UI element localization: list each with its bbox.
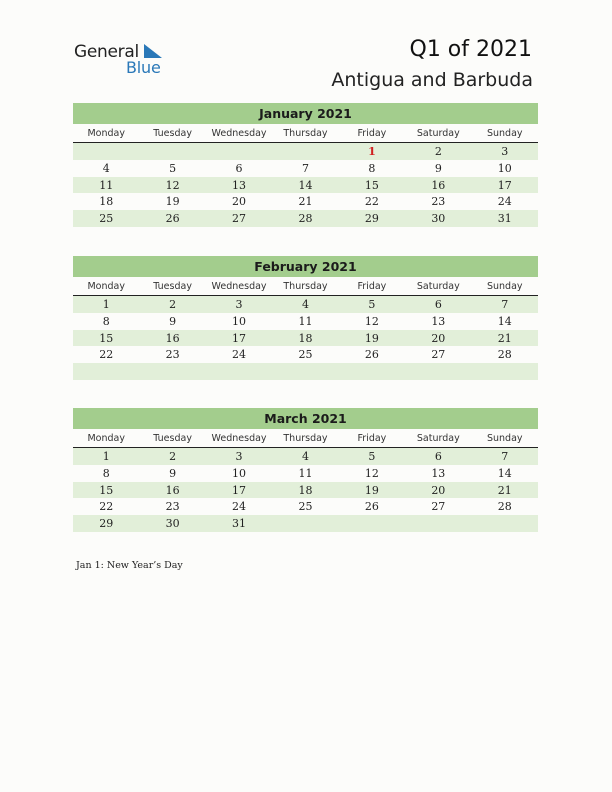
day-cell: 10	[232, 314, 247, 328]
day-cell	[272, 515, 338, 532]
day-cell: 20	[232, 195, 247, 209]
country-name: Antigua and Barbuda	[331, 69, 533, 91]
day-cell: 28	[497, 348, 512, 362]
day-cell: 7	[501, 298, 509, 311]
week-row	[73, 160, 538, 177]
day-cell	[73, 363, 139, 380]
day-cell	[405, 515, 471, 532]
day-cell: 21	[298, 195, 313, 209]
day-cell: 18	[99, 195, 114, 209]
day-cell: 17	[497, 178, 512, 192]
month-calendar-january	[73, 103, 538, 227]
day-cell: 21	[497, 483, 512, 497]
week-row	[73, 313, 538, 330]
week-row	[73, 177, 538, 194]
week-row	[73, 296, 538, 313]
day-cell: 31	[232, 517, 247, 531]
day-cell: 26	[364, 348, 379, 362]
day-cell: 18	[298, 483, 313, 497]
weekday-label: Monday	[87, 433, 125, 444]
day-cell: 31	[497, 212, 512, 226]
day-cell: 9	[169, 314, 177, 328]
day-cell: 7	[301, 161, 309, 175]
day-cell: 11	[99, 178, 114, 192]
day-cell: 22	[99, 348, 114, 362]
day-cell: 6	[235, 161, 243, 175]
weekday-label: Wednesday	[211, 433, 267, 444]
day-cell: 3	[501, 145, 509, 158]
day-cell: 5	[368, 298, 376, 311]
day-cell: 19	[165, 195, 180, 209]
day-cell: 30	[431, 212, 446, 226]
day-cell: 8	[102, 314, 110, 328]
day-cell: 4	[102, 161, 110, 175]
month-title: February 2021	[73, 256, 538, 277]
day-cell	[272, 143, 338, 160]
day-cell	[339, 515, 405, 532]
day-cell: 19	[364, 483, 379, 497]
weekday-label: Monday	[87, 281, 125, 292]
day-cell: 15	[99, 483, 114, 497]
day-cell: 12	[364, 314, 379, 328]
day-cell: 1	[368, 145, 376, 158]
weekday-label: Saturday	[416, 433, 460, 444]
day-cell: 9	[434, 161, 442, 175]
weekday-label: Wednesday	[211, 128, 267, 139]
day-cell: 26	[364, 500, 379, 514]
weekday-header-row	[73, 124, 538, 143]
day-cell: 6	[434, 298, 442, 311]
week-row	[73, 346, 538, 363]
day-cell: 24	[232, 500, 247, 514]
weekday-label: Friday	[357, 433, 387, 444]
month-title: March 2021	[73, 408, 538, 429]
day-cell: 23	[431, 195, 446, 209]
day-cell: 13	[431, 466, 446, 480]
day-cell: 20	[431, 483, 446, 497]
weekday-label: Saturday	[416, 281, 460, 292]
week-rows	[73, 143, 538, 227]
day-cell	[206, 363, 272, 380]
day-cell: 8	[368, 161, 376, 175]
day-cell: 29	[364, 212, 379, 226]
day-cell: 22	[364, 195, 379, 209]
day-cell: 10	[232, 466, 247, 480]
day-cell: 19	[364, 331, 379, 345]
day-cell: 20	[431, 331, 446, 345]
weekday-label: Sunday	[486, 128, 523, 139]
logo-word-general: General	[74, 42, 139, 62]
week-row	[73, 465, 538, 482]
month-title: January 2021	[73, 103, 538, 124]
day-cell: 14	[497, 466, 512, 480]
day-cell: 11	[298, 466, 313, 480]
weekday-label: Thursday	[283, 433, 328, 444]
holiday-note: Jan 1: New Year’s Day	[76, 560, 183, 571]
day-cell: 17	[232, 331, 247, 345]
day-cell	[139, 363, 205, 380]
weekday-label: Friday	[357, 281, 387, 292]
day-cell: 4	[301, 298, 309, 311]
weekday-label: Thursday	[283, 128, 328, 139]
week-rows	[73, 448, 538, 532]
day-cell: 3	[235, 450, 243, 463]
weekday-label: Sunday	[486, 433, 523, 444]
day-cell: 15	[99, 331, 114, 345]
day-cell	[472, 515, 538, 532]
day-cell: 23	[165, 500, 180, 514]
day-cell: 28	[497, 500, 512, 514]
day-cell	[339, 363, 405, 380]
day-cell: 23	[165, 348, 180, 362]
day-cell: 25	[298, 348, 313, 362]
day-cell: 3	[235, 298, 243, 311]
day-cell: 10	[497, 161, 512, 175]
weekday-label: Sunday	[486, 281, 523, 292]
week-row	[73, 193, 538, 210]
week-row	[73, 448, 538, 465]
day-cell: 27	[431, 348, 446, 362]
day-cell: 1	[102, 450, 110, 463]
month-calendar-march	[73, 408, 538, 532]
day-cell: 27	[232, 212, 247, 226]
week-row	[73, 498, 538, 515]
day-cell: 7	[501, 450, 509, 463]
day-cell: 18	[298, 331, 313, 345]
day-cell: 30	[165, 517, 180, 531]
day-cell: 9	[169, 466, 177, 480]
day-cell: 26	[165, 212, 180, 226]
day-cell: 2	[169, 450, 177, 463]
weekday-label: Thursday	[283, 281, 328, 292]
weekday-label: Tuesday	[153, 433, 192, 444]
day-cell: 1	[102, 298, 110, 311]
week-row	[73, 515, 538, 532]
month-calendar-february	[73, 256, 538, 380]
day-cell	[272, 363, 338, 380]
weekday-label: Saturday	[416, 128, 460, 139]
day-cell: 6	[434, 450, 442, 463]
day-cell: 15	[364, 178, 379, 192]
day-cell: 2	[434, 145, 442, 158]
day-cell: 12	[364, 466, 379, 480]
day-cell	[206, 143, 272, 160]
day-cell: 13	[232, 178, 247, 192]
day-cell: 16	[165, 331, 180, 345]
day-cell: 28	[298, 212, 313, 226]
day-cell	[405, 363, 471, 380]
logo-word-blue: Blue	[126, 58, 161, 77]
day-cell: 22	[99, 500, 114, 514]
day-cell: 21	[497, 331, 512, 345]
week-row	[73, 363, 538, 380]
day-cell: 5	[169, 161, 177, 175]
weekday-label: Friday	[357, 128, 387, 139]
day-cell: 24	[497, 195, 512, 209]
day-cell: 27	[431, 500, 446, 514]
day-cell: 12	[165, 178, 180, 192]
week-row	[73, 143, 538, 160]
generalblue-logo	[74, 42, 174, 78]
day-cell: 8	[102, 466, 110, 480]
day-cell: 24	[232, 348, 247, 362]
day-cell	[472, 363, 538, 380]
weekday-header-row	[73, 429, 538, 448]
day-cell: 29	[99, 517, 114, 531]
day-cell	[73, 143, 139, 160]
weekday-label: Monday	[87, 128, 125, 139]
week-rows	[73, 296, 538, 380]
weekday-label: Tuesday	[153, 281, 192, 292]
day-cell: 16	[165, 483, 180, 497]
day-cell: 2	[169, 298, 177, 311]
week-row	[73, 330, 538, 347]
week-row	[73, 210, 538, 227]
day-cell: 11	[298, 314, 313, 328]
day-cell: 17	[232, 483, 247, 497]
weekday-header-row	[73, 277, 538, 296]
page-title: Q1 of 2021	[409, 37, 532, 62]
day-cell: 13	[431, 314, 446, 328]
weekday-label: Tuesday	[153, 128, 192, 139]
day-cell: 4	[301, 450, 309, 463]
day-cell: 16	[431, 178, 446, 192]
week-row	[73, 482, 538, 499]
day-cell: 14	[298, 178, 313, 192]
day-cell: 25	[99, 212, 114, 226]
day-cell	[139, 143, 205, 160]
day-cell: 5	[368, 450, 376, 463]
day-cell: 14	[497, 314, 512, 328]
day-cell: 25	[298, 500, 313, 514]
weekday-label: Wednesday	[211, 281, 267, 292]
